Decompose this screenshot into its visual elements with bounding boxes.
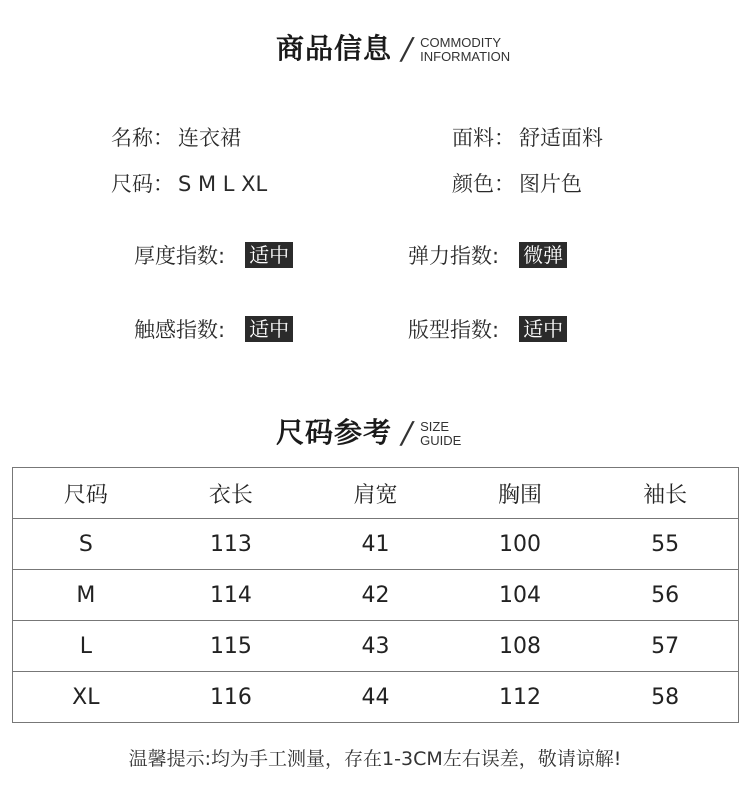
table-cell: XL [72,684,100,710]
table-cell: 41 [303,519,448,570]
table-row [13,570,739,621]
header-length: 衣长 [159,468,304,519]
elasticity-index-badge: 微弹 [519,242,567,268]
thickness-index [134,240,293,270]
elasticity-index-label: 弹力指数: [408,244,500,268]
product-name-value: 连衣裙 [178,126,241,150]
title-en-line1: COMMODITY [420,34,502,50]
commodity-info-title-zh: 商品信息 [276,31,393,65]
size-guide-title [276,410,461,451]
table-cell: 43 [303,621,448,672]
thickness-index-label: 厚度指数: [134,244,226,268]
product-fabric-label: 面料： [452,126,515,150]
fit-index [408,314,567,344]
table-cell: 55 [592,519,738,570]
touch-index-label: 触感指数: [134,318,226,342]
size-table [12,467,739,723]
product-color-label: 颜色： [452,172,515,196]
table-cell: M [13,570,159,621]
header-bust: 胸围 [448,468,593,519]
table-row [13,519,739,570]
title-en-line2: INFORMATION [420,48,511,64]
fit-index-badge: 适中 [519,316,567,342]
product-size [111,168,267,198]
table-cell: 104 [448,570,593,621]
table-row [13,621,739,672]
title-slash: / [398,32,416,67]
table-cell: 42 [303,570,448,621]
product-name-label: 名称： [111,126,174,150]
table-header-row [13,468,739,519]
elasticity-index [408,240,567,270]
table-cell: 56 [592,570,738,621]
table-cell: 108 [448,621,593,672]
thickness-index-badge: 适中 [245,242,293,268]
product-fabric [452,122,603,152]
commodity-info-title [276,26,510,67]
touch-index-badge: 适中 [245,316,293,342]
table-cell: 44 [361,684,390,710]
table-cell: 114 [159,570,304,621]
product-size-label: 尺码： [111,172,174,196]
table-cell: 112 [499,684,541,710]
product-fabric-value: 舒适面料 [519,126,603,150]
fit-index-label: 版型指数: [408,318,500,342]
product-size-value: S M L XL [178,172,268,196]
table-cell: 58 [651,684,680,710]
commodity-info-title-en [420,36,510,64]
header-size: 尺码 [13,468,159,519]
product-color-value: 图片色 [519,172,582,196]
table-row [13,672,739,723]
size-guide-title-zh: 尺码参考 [276,415,393,449]
title-slash: / [398,416,416,451]
product-color [452,168,582,198]
table-cell: 57 [592,621,738,672]
table-cell: 116 [209,684,252,710]
title-en-line2: GUIDE [420,432,462,448]
measurement-note: 温馨提示:均为手工测量，存在1-3CM左右误差，敬请谅解! [128,748,622,770]
header-shoulder: 肩宽 [303,468,448,519]
table-cell: 115 [159,621,304,672]
size-guide-title-en [420,420,461,448]
table-cell: 100 [448,519,593,570]
table-cell: 113 [159,519,304,570]
table-cell: S [13,519,159,570]
table-cell: L [13,621,159,672]
touch-index [134,314,293,344]
title-en-line1: SIZE [420,418,450,434]
product-name [111,122,241,152]
header-sleeve: 袖长 [592,468,738,519]
